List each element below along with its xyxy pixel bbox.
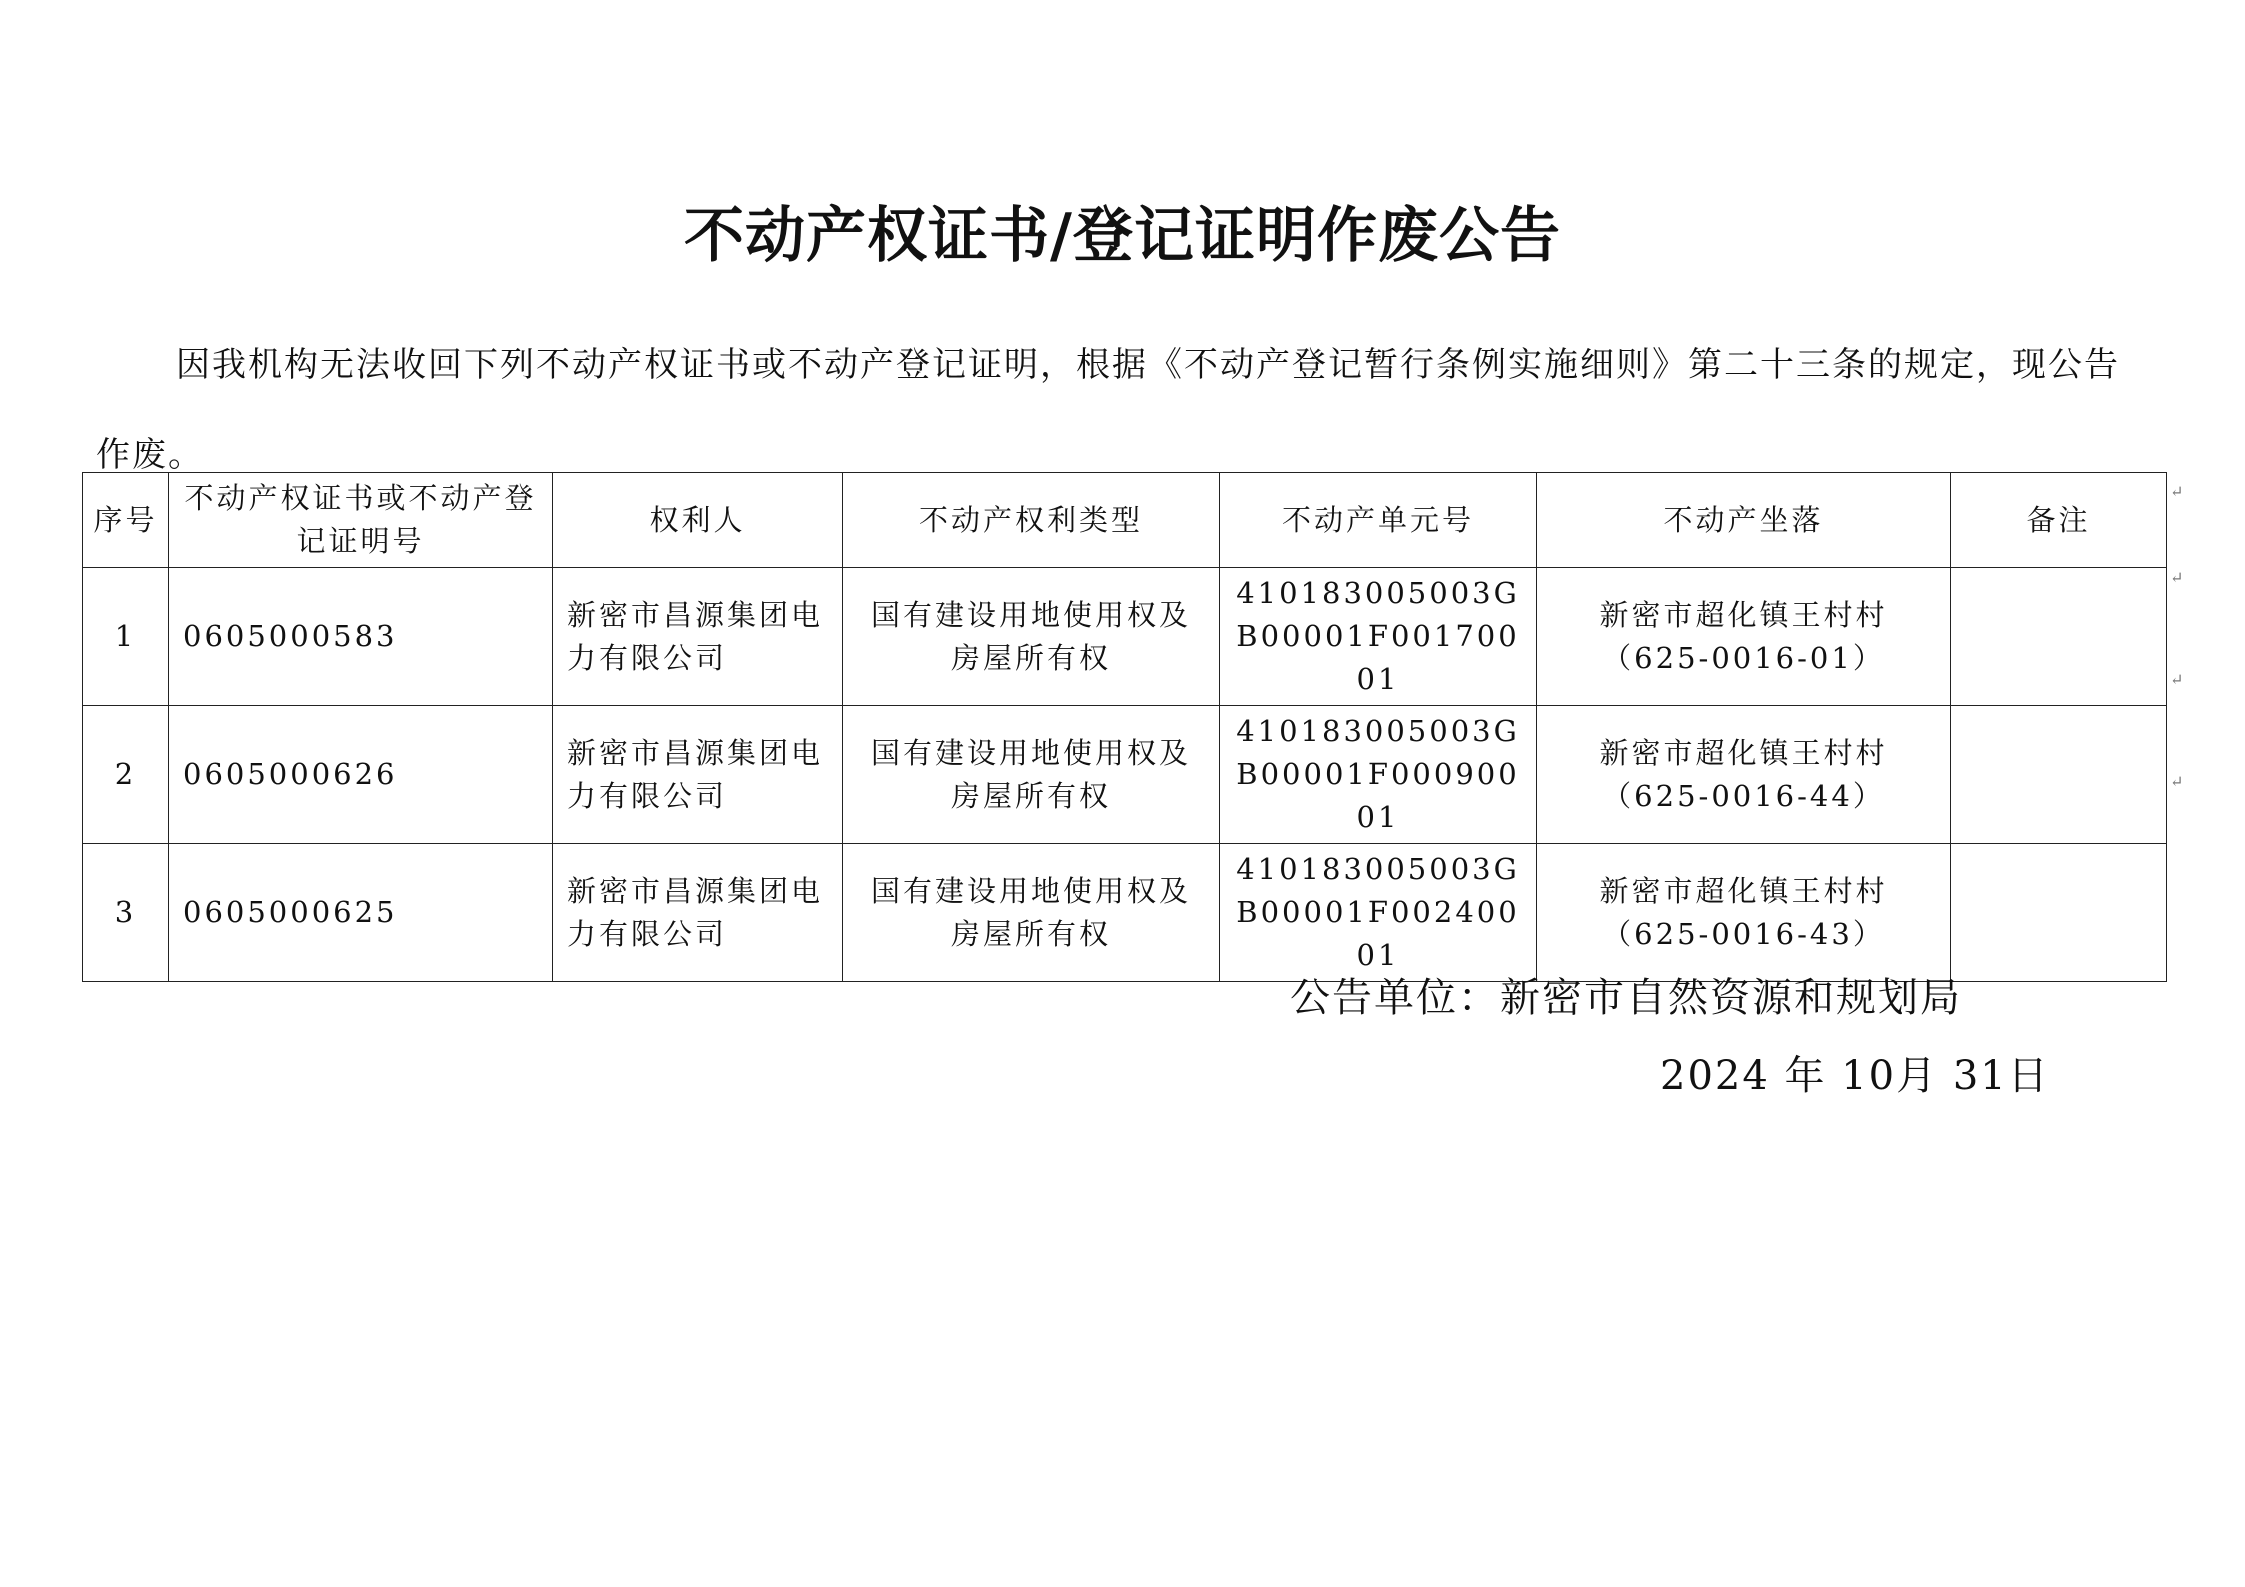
row-certificate-no: 0605000583 (169, 568, 553, 706)
header-right-holder: 权利人 (553, 473, 843, 568)
table-row (83, 568, 2167, 706)
row-right-holder: 新密市昌源集团电力有限公司 (553, 568, 843, 706)
table-row (83, 844, 2167, 982)
row-serial-no: 2 (83, 706, 169, 844)
row-right-type: 国有建设用地使用权及房屋所有权 (843, 706, 1220, 844)
issue-date: 2024 年 10月 31日 (1660, 1053, 2050, 1099)
row-right-holder: 新密市昌源集团电力有限公司 (553, 844, 843, 982)
row-right-type: 国有建设用地使用权及房屋所有权 (843, 844, 1220, 982)
row-remark (1951, 568, 2167, 706)
table-header-row (83, 473, 2167, 568)
issuing-organization: 公告单位：新密市自然资源和规划局 (1290, 975, 1962, 1021)
paragraph-mark-icon: ↵ (2170, 670, 2184, 689)
row-remark (1951, 706, 2167, 844)
header-unit-no: 不动产单元号 (1220, 473, 1537, 568)
header-serial-no: 序号 (83, 473, 169, 568)
row-certificate-no: 0605000626 (169, 706, 553, 844)
intro-paragraph: 因我机构无法收回下列不动产权证书或不动产登记证明，根据《不动产登记暂行条例实施细则》第二十三条的规定，现公告作废。 (96, 345, 2120, 475)
void-certificate-table (82, 472, 2167, 982)
row-right-type: 国有建设用地使用权及房屋所有权 (843, 568, 1220, 706)
row-location: 新密市超化镇王村村（625-0016-43） (1537, 844, 1951, 982)
header-location: 不动产坐落 (1537, 473, 1951, 568)
row-unit-no: 410183005003GB00001F00240001 (1220, 844, 1537, 982)
row-unit-no: 410183005003GB00001F00170001 (1220, 568, 1537, 706)
table-row (83, 706, 2167, 844)
row-right-holder: 新密市昌源集团电力有限公司 (553, 706, 843, 844)
row-certificate-no: 0605000625 (169, 844, 553, 982)
paragraph-mark-icon: ↵ (2170, 568, 2184, 587)
row-remark (1951, 844, 2167, 982)
page-title: 不动产权证书/登记证明作废公告 (684, 201, 1561, 271)
paragraph-mark-icon: ↵ (2170, 772, 2184, 791)
row-serial-no: 3 (83, 844, 169, 982)
row-location: 新密市超化镇王村村（625-0016-01） (1537, 568, 1951, 706)
paragraph-mark-icon: ↵ (2170, 482, 2184, 501)
row-location: 新密市超化镇王村村（625-0016-44） (1537, 706, 1951, 844)
row-unit-no: 410183005003GB00001F00090001 (1220, 706, 1537, 844)
header-right-type: 不动产权利类型 (843, 473, 1220, 568)
header-remark: 备注 (1951, 473, 2167, 568)
header-certificate-no: 不动产权证书或不动产登记证明号 (169, 473, 553, 568)
row-serial-no: 1 (83, 568, 169, 706)
